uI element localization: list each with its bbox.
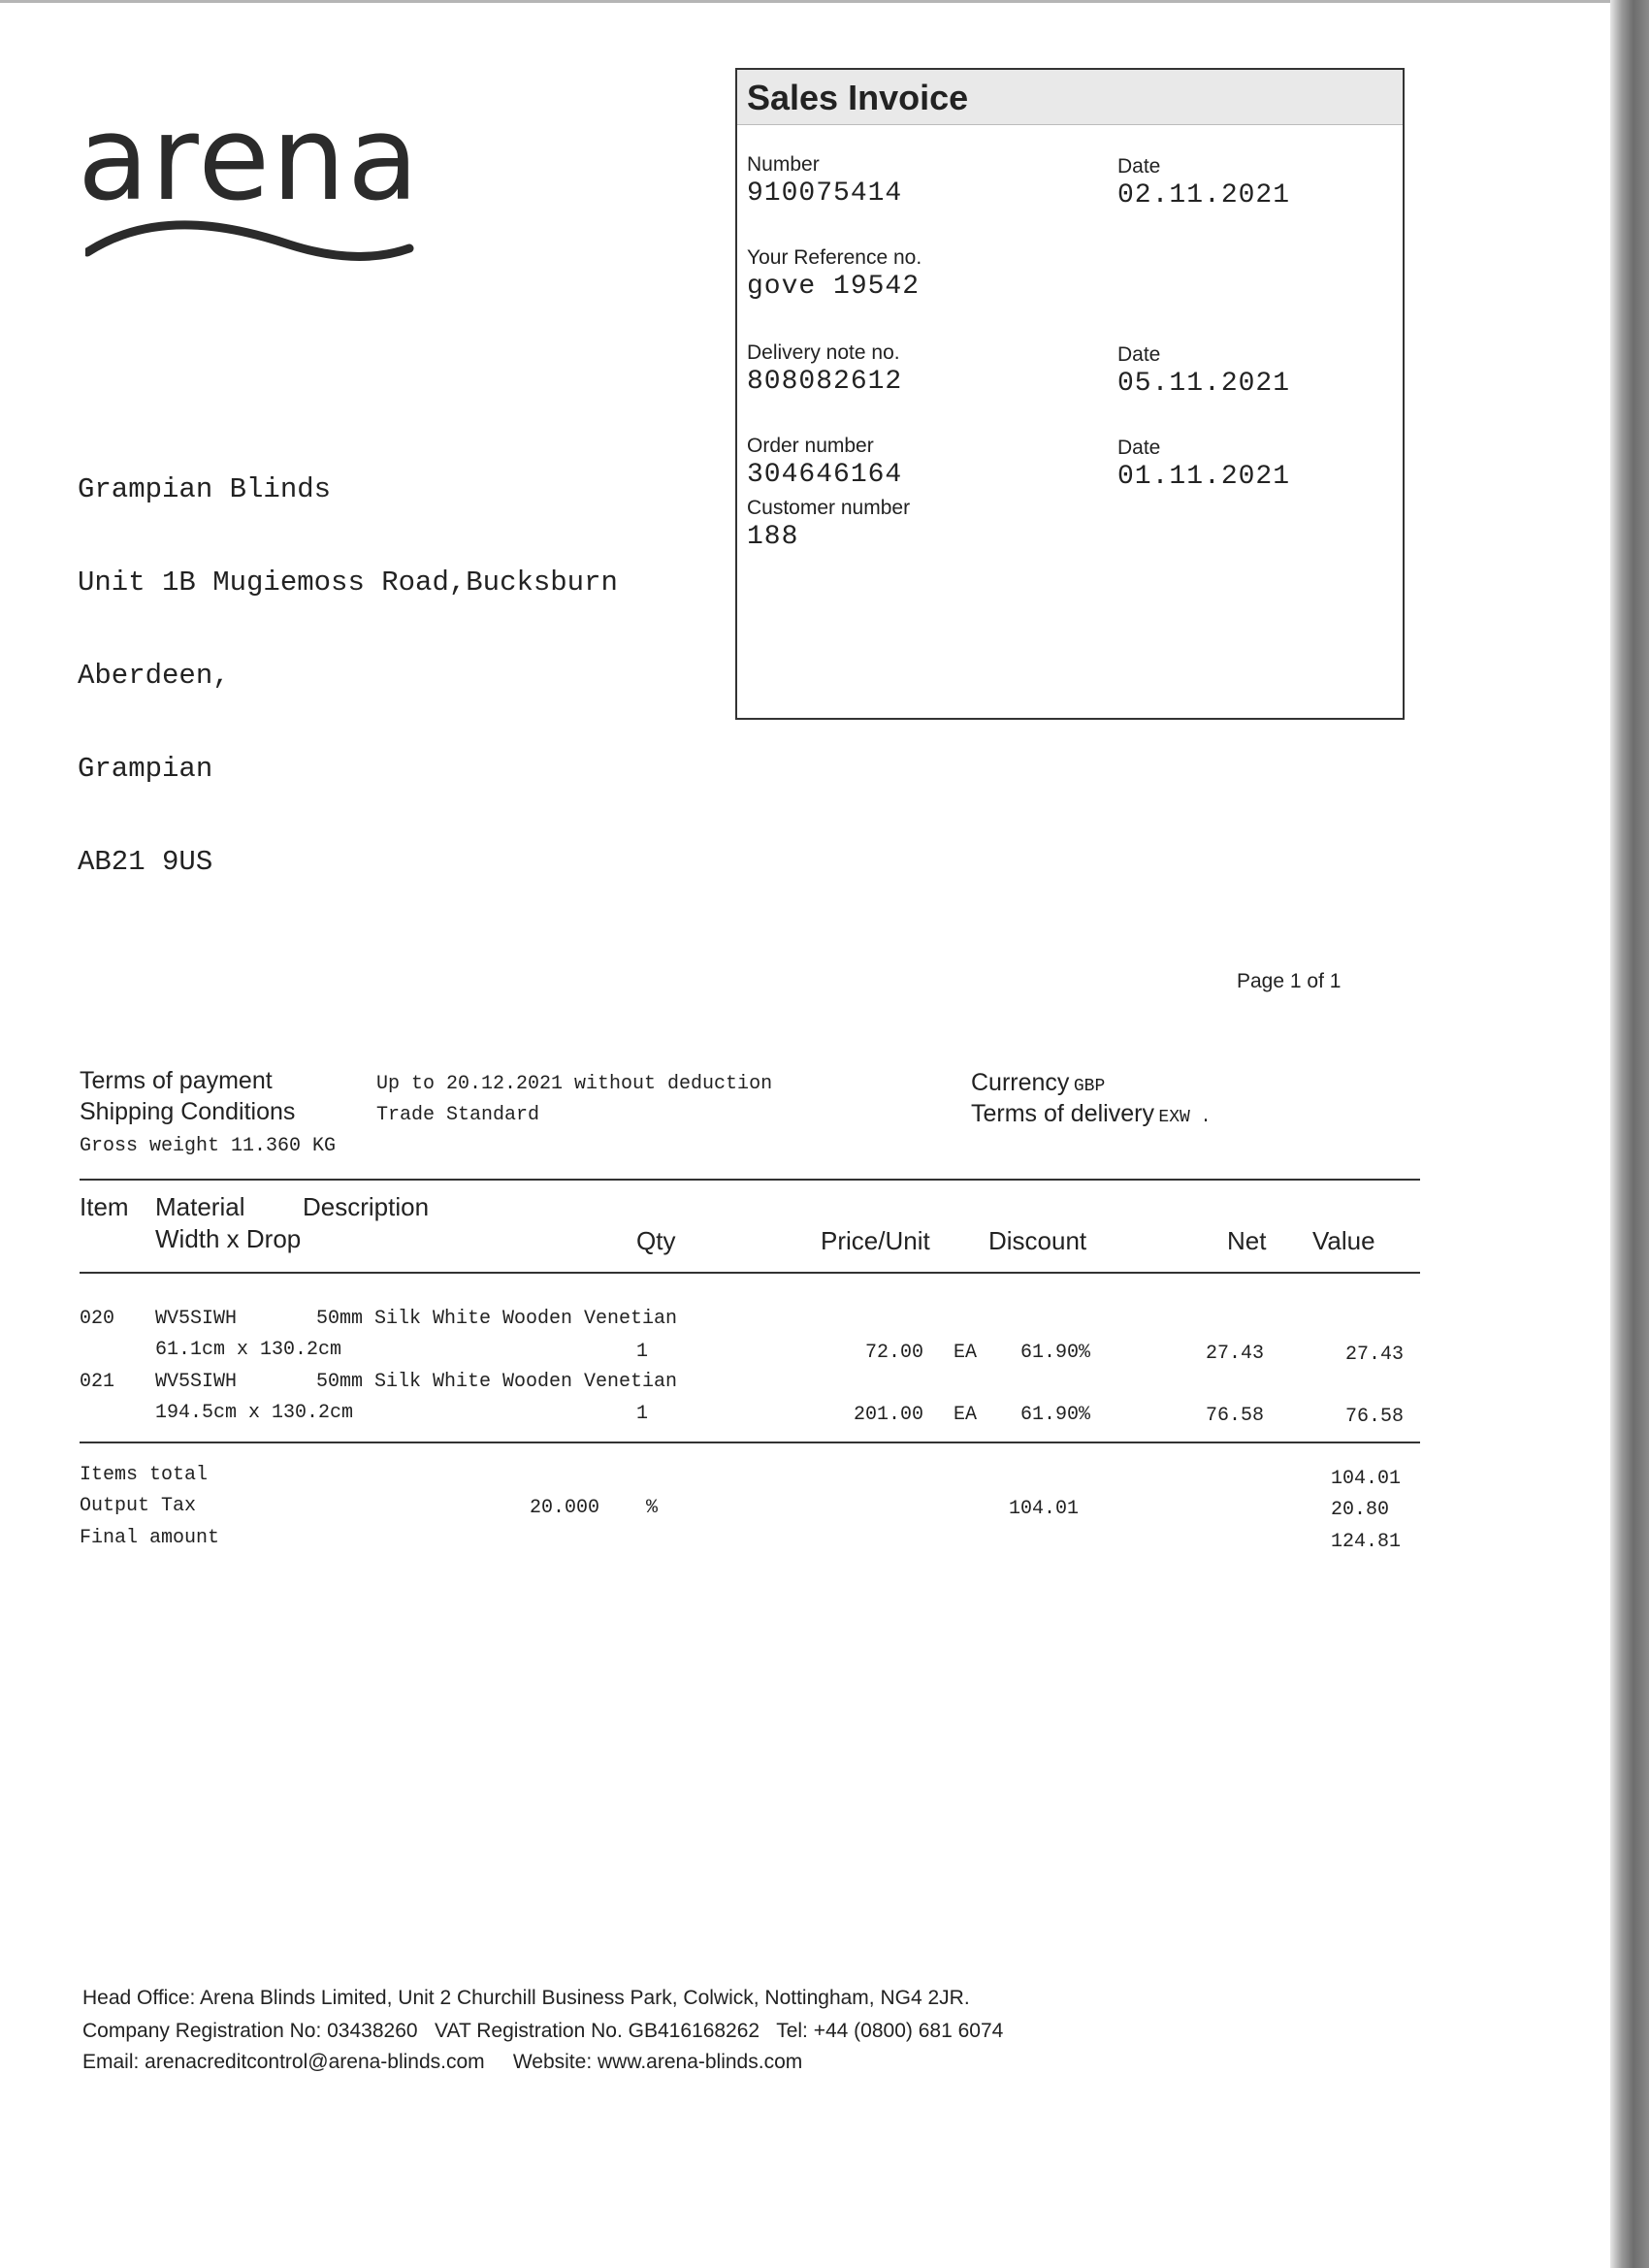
output-tax-label: Output Tax [80,1495,197,1517]
final-amount-label: Final amount [80,1527,220,1549]
logo-wave-icon [85,215,415,274]
row-description: 50mm Silk White Wooden Venetian [316,1308,678,1330]
row-item: 021 [80,1371,115,1393]
divider-line [80,1179,1420,1181]
currency [971,1069,1105,1097]
address-line: Grampian Blinds [78,473,332,505]
final-amount: 124.81 [1331,1531,1402,1553]
company-logo-text: arena [78,92,421,227]
row-price: 72.00 [865,1342,924,1364]
row-unit: EA [954,1404,978,1426]
terms-of-delivery [971,1100,1211,1128]
your-reference: gove 19542 [747,272,921,302]
terms-of-delivery-label: Terms of delivery [971,1100,1154,1127]
terms-of-delivery-value: EXW . [1158,1108,1212,1127]
terms-of-payment-value: Up to 20.12.2021 without deduction [376,1073,773,1095]
row-net: 27.43 [1206,1343,1265,1365]
row-qty: 1 [636,1403,649,1425]
divider-line [80,1272,1420,1274]
currency-label: Currency [971,1069,1070,1096]
row-qty: 1 [636,1341,649,1363]
footer-registration: Company Registration No: 03438260 VAT Registration No. GB416168262 Tel: +44 (0800) 681 6074 [82,2020,1004,2042]
footer-contact: Email: arenacreditcontrol@arena-blinds.com Website: www.arena-blinds.com [82,2051,803,2073]
your-reference-label: Your Reference no. [747,246,922,269]
row-value: 27.43 [1345,1344,1405,1366]
items-total-label: Items total [80,1464,209,1486]
scan-edge-top [0,0,1649,3]
delivery-note-label: Delivery note no. [747,341,900,364]
row-discount: 61.90% [1020,1342,1091,1364]
invoice-number: 910075414 [747,178,903,209]
header-discount: Discount [988,1226,1087,1255]
tax-amount: 20.80 [1331,1499,1390,1521]
customer-number: 188 [747,522,799,552]
customer-number-label: Customer number [747,497,911,519]
invoice-title: Sales Invoice [747,78,969,117]
delivery-note-number: 808082612 [747,367,903,397]
row-size: 61.1cm x 130.2cm [155,1339,342,1361]
customer-address [78,412,618,909]
invoice-date-label: Date [1117,155,1161,178]
row-value: 76.58 [1345,1406,1405,1428]
items-total-amount: 104.01 [1331,1468,1402,1490]
footer-head-office: Head Office: Arena Blinds Limited, Unit 2 Churchill Business Park, Colwick, Nottingham, NG4 2JR. [82,1987,970,2009]
tax-rate: 20.000 [530,1497,600,1519]
header-description: Description [303,1192,430,1221]
order-number-label: Order number [747,435,874,457]
address-line: AB21 9US [78,846,213,878]
address-line: Grampian [78,753,213,785]
row-item: 020 [80,1308,115,1330]
row-material: WV5SIWH [155,1371,238,1393]
tax-percent-sign: % [646,1497,659,1519]
page-number: Page 1 of 1 [1237,970,1342,992]
header-qty: Qty [636,1226,676,1255]
order-number: 304646164 [747,460,903,490]
invoice-number-label: Number [747,153,820,176]
header-material: Material [155,1192,245,1221]
tax-base: 104.01 [1009,1498,1080,1520]
gross-weight: Gross weight 11.360 KG [80,1135,337,1157]
header-value: Value [1312,1226,1375,1255]
delivery-date: 05.11.2021 [1117,369,1291,399]
shipping-conditions-value: Trade Standard [376,1104,540,1126]
header-width-drop: Width x Drop [155,1224,302,1253]
row-unit: EA [954,1342,978,1364]
header-item: Item [80,1192,129,1221]
delivery-date-label: Date [1117,343,1161,366]
header-net: Net [1227,1226,1267,1255]
address-line: Unit 1B Mugiemoss Road,Bucksburn [78,567,618,599]
row-discount: 61.90% [1020,1404,1091,1426]
row-net: 76.58 [1206,1405,1265,1427]
invoice-date: 02.11.2021 [1117,180,1291,211]
header-price-unit: Price/Unit [821,1226,930,1255]
row-size: 194.5cm x 130.2cm [155,1402,354,1424]
row-price: 201.00 [854,1404,924,1426]
row-description: 50mm Silk White Wooden Venetian [316,1371,678,1393]
row-material: WV5SIWH [155,1308,238,1330]
order-date: 01.11.2021 [1117,462,1291,492]
address-line: Aberdeen, [78,660,230,692]
invoice-title-bar [737,70,1403,125]
currency-value: GBP [1073,1077,1106,1096]
terms-of-payment-label: Terms of payment [80,1067,273,1094]
divider-line [80,1442,1420,1443]
scan-edge-right [1610,0,1649,2268]
invoice-info-box [735,68,1405,720]
order-date-label: Date [1117,437,1161,459]
shipping-conditions-label: Shipping Conditions [80,1098,296,1125]
